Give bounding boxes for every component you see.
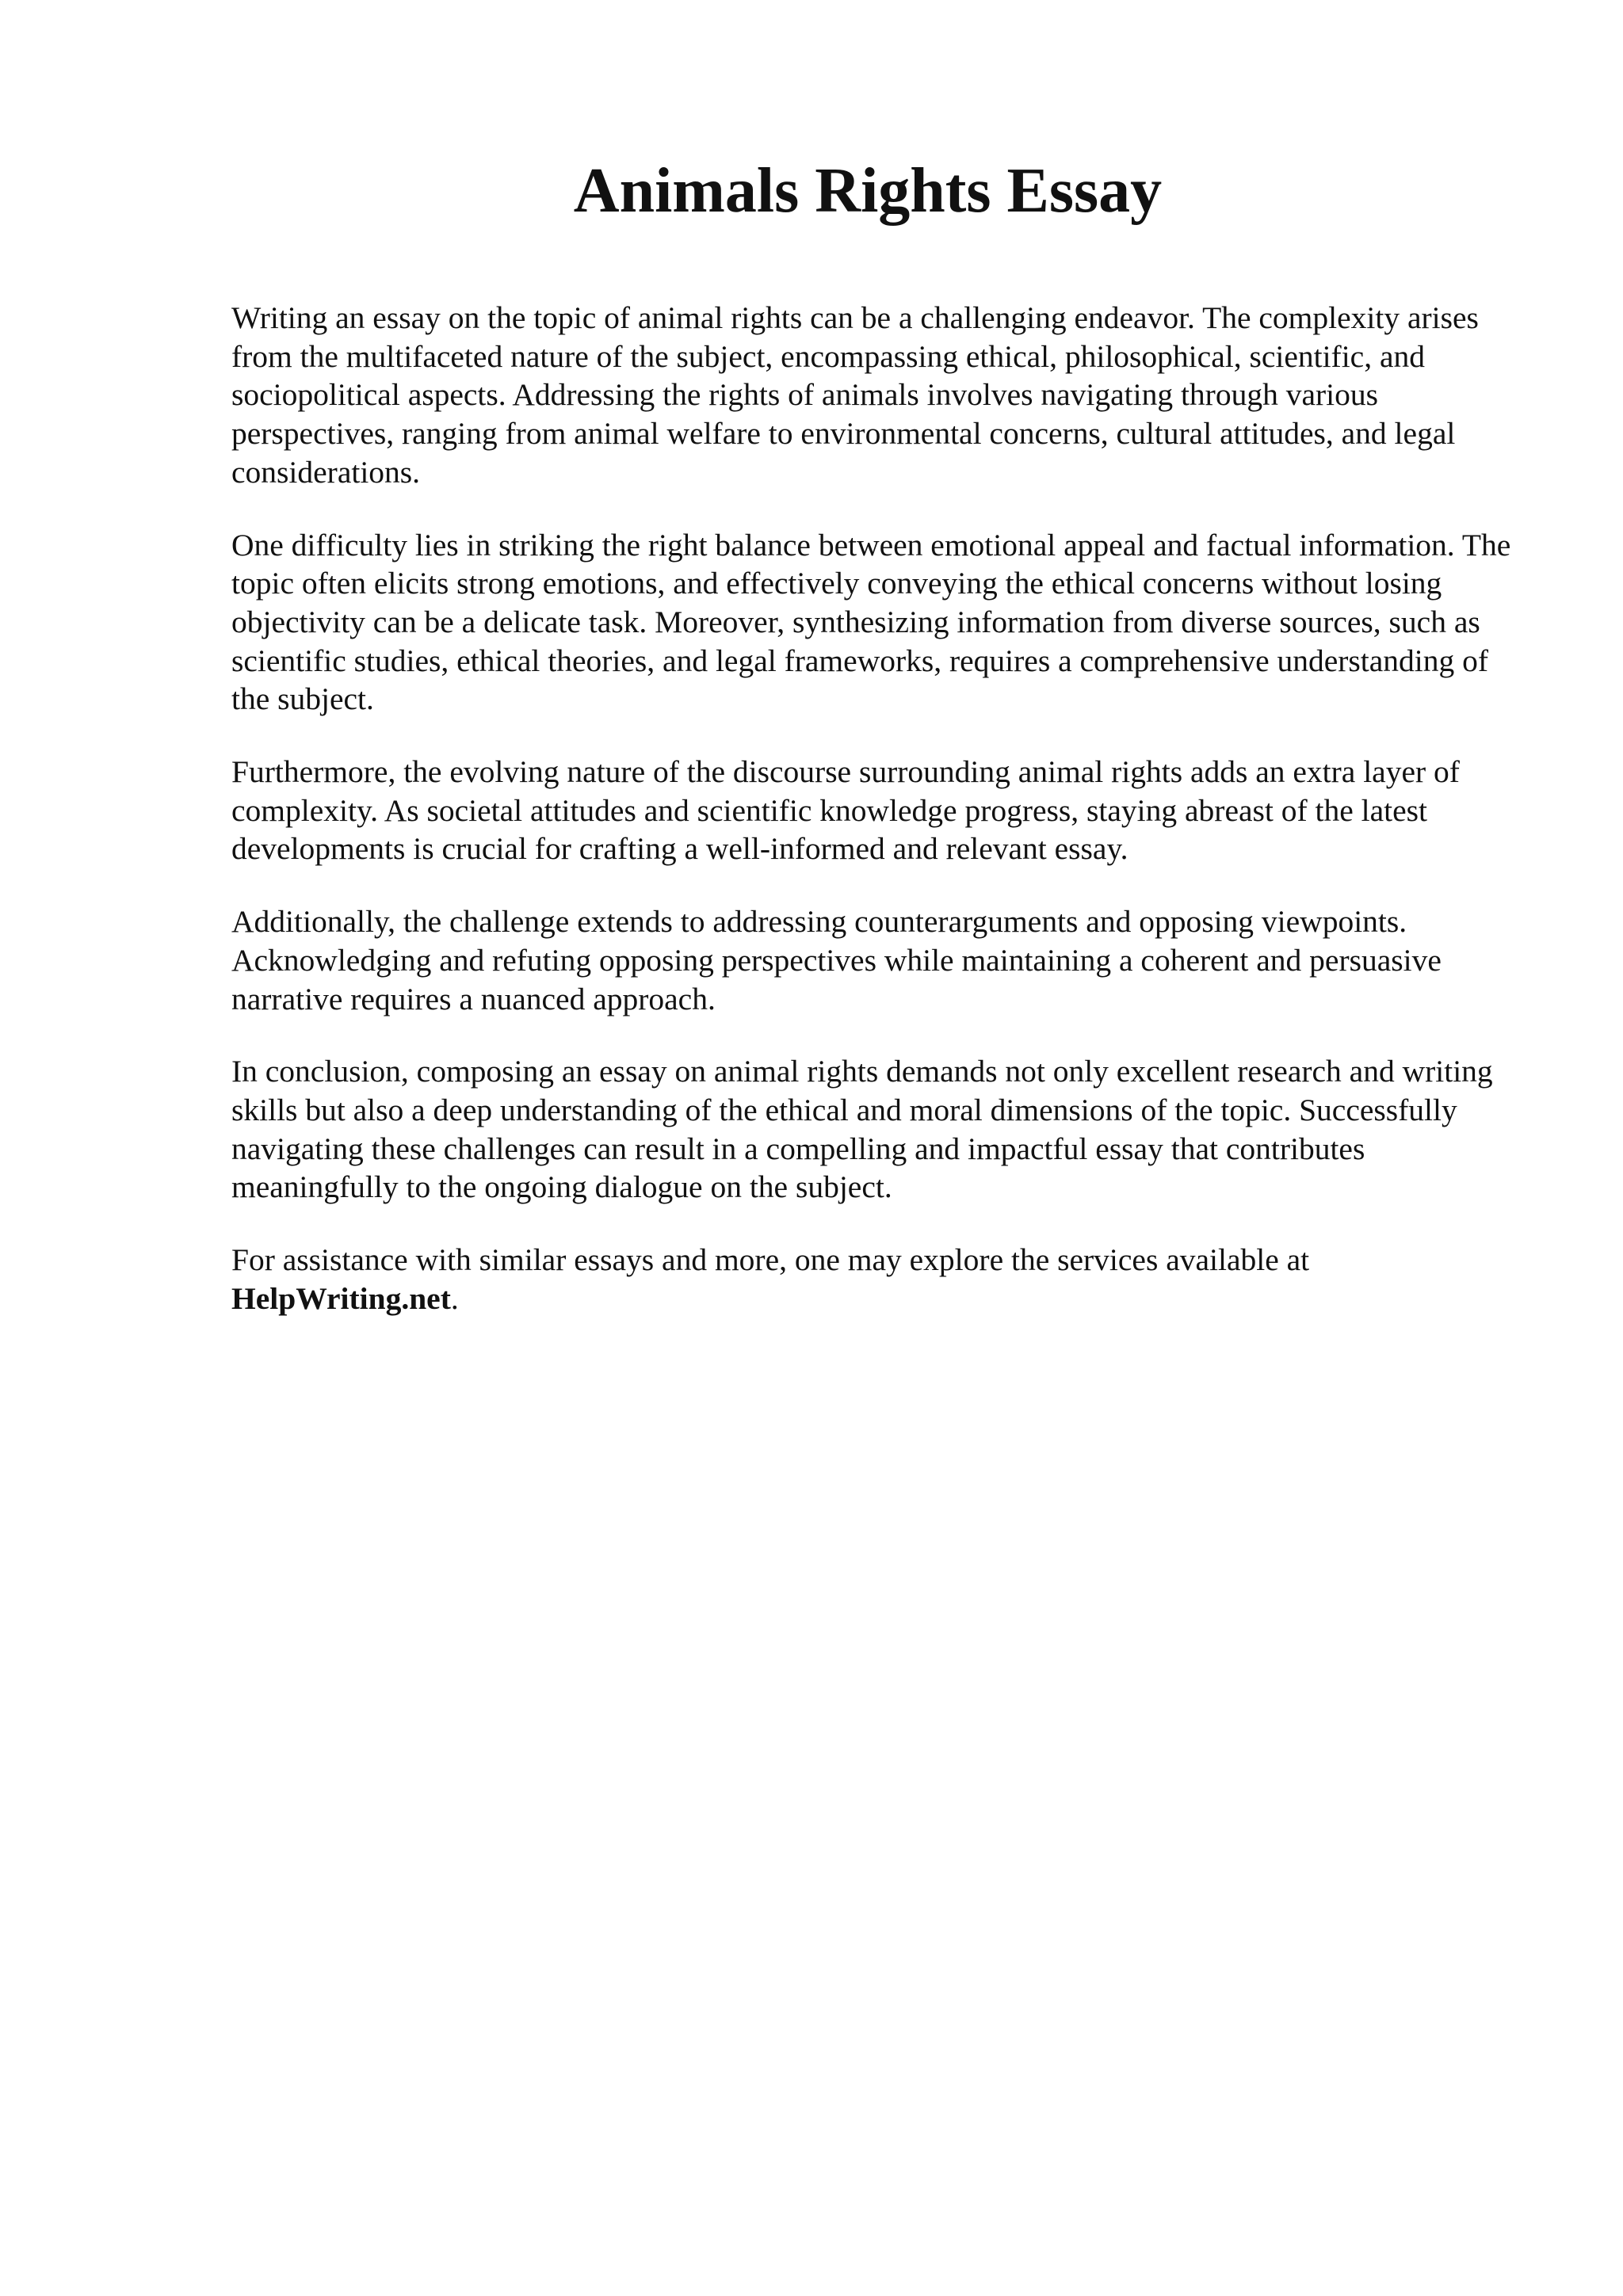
document-title: Animals Rights Essay [573, 156, 1163, 226]
paragraph-closing [231, 1241, 1531, 1318]
document-body [231, 299, 1531, 1352]
closing-text: For assistance with similar essays and more, one may explore the services available at [231, 1242, 1310, 1278]
closing-period: . [450, 1280, 459, 1316]
paragraph-intro: Writing an essay on the topic of animal rights can be a challenging endeavor. The complexity arises from the multifaceted nature of the subject, encompassing ethical, philosophical, scientific, and sociopolitical aspects. Addressing the rights of animals involves navigating through various perspectives, ranging from animal welfare to environmental concerns, cultural attitudes, and legal considerations. [231, 300, 1479, 490]
paragraph-counterarguments: Additionally, the challenge extends to addressing counterarguments and opposing viewpoints. Acknowledging and refuting opposing perspectives while maintaining a coherent and persuasive narrative requires a nuanced approach. [231, 904, 1442, 1016]
paragraph-conclusion: In conclusion, composing an essay on animal rights demands not only excellent research and writing skills but also a deep understanding of the ethical and moral dimensions of the topic. Successfully navigating these challenges can result in a compelling and impactful essay that contributes meaningfully to the ongoing dialogue on the subject. [231, 1054, 1493, 1205]
brand-link[interactable]: HelpWriting.net [231, 1280, 451, 1316]
paragraph-evolving-discourse: Furthermore, the evolving nature of the discourse surrounding animal rights adds an extra layer of complexity. As societal attitudes and scientific knowledge progress, staying abreast of the latest developments is crucial for crafting a well-informed and relevant essay. [231, 754, 1460, 867]
paragraph-balance: One difficulty lies in striking the right balance between emotional appeal and factual information. The topic often elicits strong emotions, and effectively conveying the ethical concerns without losing objectivity can be a delicate task. Moreover, synthesizing information from diverse sources, such as scientific studies, ethical theories, and legal frameworks, requires a comprehensive understanding of the subject. [231, 527, 1511, 717]
